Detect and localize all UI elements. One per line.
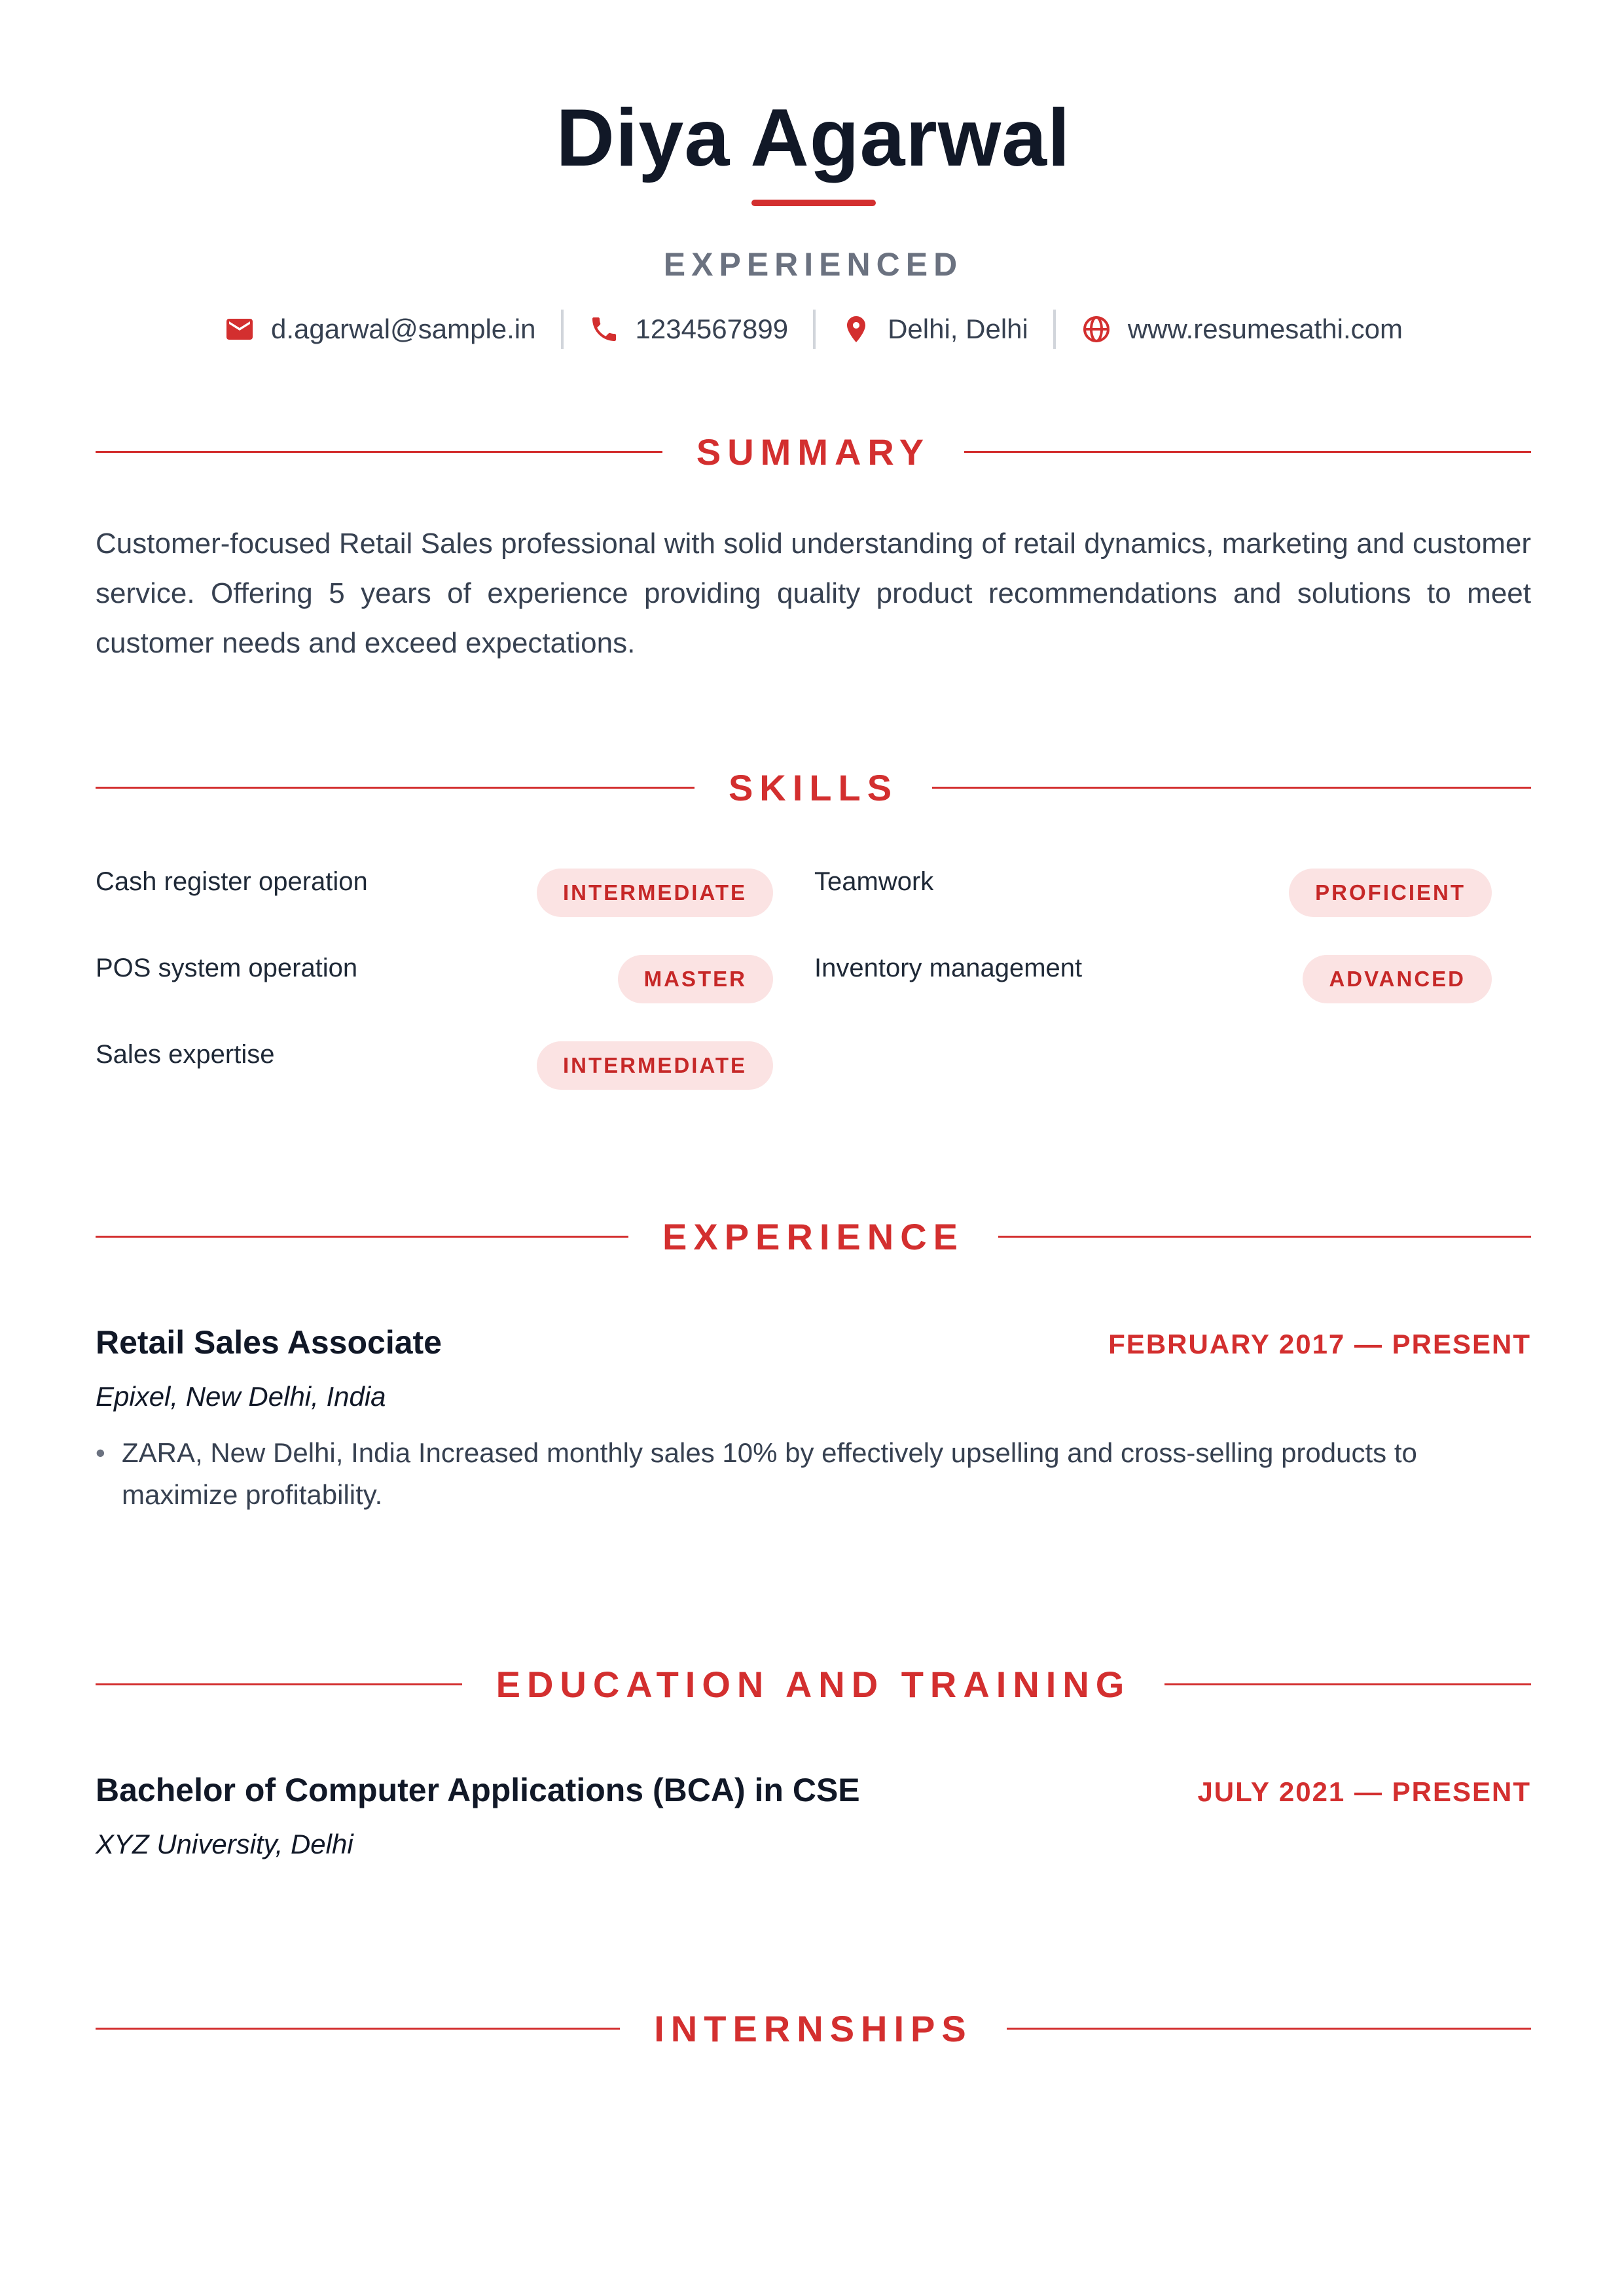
- skill-level-badge: MASTER: [618, 955, 773, 1003]
- skill-item: [96, 951, 773, 998]
- education-title: EDUCATION AND TRAINING: [496, 1663, 1131, 1705]
- summary-heading: [96, 431, 1531, 473]
- heading-rule-left: [96, 2028, 620, 2030]
- skill-level-badge: PROFICIENT: [1289, 869, 1492, 917]
- education-entry: [96, 1771, 1531, 1860]
- skills-grid: [96, 865, 1531, 1085]
- summary-title: SUMMARY: [696, 431, 931, 473]
- contact-bar: [96, 310, 1531, 349]
- experience-entry-header: [96, 1323, 1531, 1361]
- skill-name: Sales expertise: [96, 1039, 275, 1069]
- skill-item: [96, 865, 773, 912]
- contact-location-text: Delhi, Delhi: [888, 313, 1028, 344]
- internships-heading: [96, 2007, 1531, 2050]
- heading-rule-left: [96, 1683, 462, 1685]
- job-bullets: [96, 1432, 1531, 1516]
- job-dates: FEBRUARY 2017 — PRESENT: [1108, 1328, 1531, 1359]
- experience-title: EXPERIENCE: [662, 1215, 964, 1257]
- education-heading: [96, 1663, 1531, 1706]
- skill-name: Inventory management: [814, 953, 1083, 982]
- skill-name: POS system operation: [96, 953, 358, 982]
- job-bullet: • ZARA, New Delhi, India Increased monthly sales 10% by effectively upselling and cross-selling products to maximize profitability.: [122, 1432, 1531, 1516]
- headline: EXPERIENCED: [663, 245, 964, 283]
- job-title: Retail Sales Associate: [96, 1323, 442, 1361]
- skill-name: Cash register operation: [96, 867, 368, 896]
- skill-item: [814, 951, 1492, 998]
- heading-rule-left: [96, 451, 662, 453]
- degree-title: Bachelor of Computer Applications (BCA) in CSE: [96, 1771, 860, 1808]
- contact-phone-text: 1234567899: [635, 313, 789, 344]
- heading-rule-right: [932, 787, 1531, 789]
- globe-icon: [1081, 314, 1112, 345]
- skill-level-badge: INTERMEDIATE: [537, 869, 773, 917]
- contact-website-text: www.resumesathi.com: [1127, 313, 1403, 344]
- heading-rule-right: [1007, 2028, 1531, 2030]
- heading-rule-left: [96, 787, 695, 789]
- skill-item: [96, 1037, 773, 1085]
- name-underline: [751, 200, 876, 206]
- summary-text: Customer-focused Retail Sales professional with solid understanding of retail dynamics, marketing and customer service. Offering 5 years of experience providing quality product recommendations and solutions to meet customer needs and exceed expectations.: [96, 527, 1531, 659]
- heading-rule-right: [964, 451, 1531, 453]
- experience-heading: [96, 1215, 1531, 1258]
- email-icon: [224, 314, 255, 345]
- contact-location: [816, 310, 1053, 349]
- phone-icon: [588, 314, 620, 345]
- school-name: XYZ University, Delhi: [96, 1828, 353, 1859]
- heading-rule-left: [96, 1236, 628, 1238]
- education-dates: JULY 2021 — PRESENT: [1197, 1776, 1531, 1807]
- candidate-name: Diya Agarwal: [556, 93, 1071, 183]
- location-pin-icon: [840, 314, 872, 345]
- skill-level-badge: INTERMEDIATE: [537, 1041, 773, 1090]
- contact-phone[interactable]: [564, 310, 814, 349]
- internships-title: INTERNSHIPS: [654, 2007, 973, 2049]
- job-company: Epixel, New Delhi, India: [96, 1380, 386, 1412]
- contact-email-text: d.agarwal@sample.in: [271, 313, 536, 344]
- resume-content: [96, 0, 1531, 2050]
- skill-item: [814, 865, 1492, 912]
- skills-heading: [96, 766, 1531, 809]
- skills-title: SKILLS: [728, 766, 899, 808]
- experience-entry: [96, 1323, 1531, 1516]
- heading-rule-right: [1164, 1683, 1531, 1685]
- contact-email[interactable]: [199, 310, 561, 349]
- skill-name: Teamwork: [814, 867, 934, 896]
- education-entry-header: [96, 1771, 1531, 1809]
- skill-level-badge: ADVANCED: [1303, 955, 1492, 1003]
- heading-rule-right: [998, 1236, 1531, 1238]
- contact-website[interactable]: [1056, 310, 1428, 349]
